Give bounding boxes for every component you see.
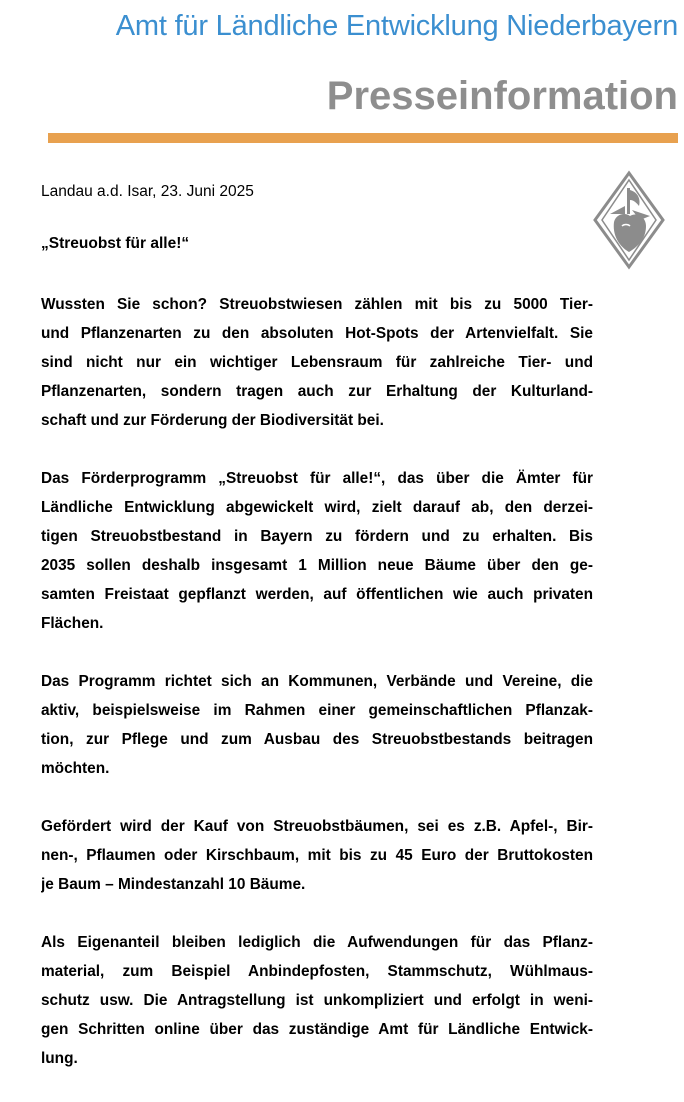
text-line: lung.: [41, 1050, 78, 1067]
text-line: Als Eigenanteil bleiben lediglich die Aufwendungen für das Pflanz-: [41, 934, 593, 951]
press-release-title: Presseinformation: [326, 74, 678, 118]
text-line: Wussten Sie schon? Streuobstwiesen zählen mit bis zu 5000 Tier-: [41, 296, 593, 313]
text-line: 2035 sollen deshalb insgesamt 1 Million neue Bäume über den ge-: [41, 557, 593, 574]
text-line: Flächen.: [41, 615, 104, 632]
text-line: Gefördert wird der Kauf von Streuobstbäumen, sei es z.B. Apfel-, Bir-: [41, 818, 593, 835]
organization-title: Amt für Ländliche Entwicklung Niederbayern: [115, 10, 678, 42]
text-line: Ländliche Entwicklung abgewickelt wird, zielt darauf ab, den derzei-: [41, 499, 593, 516]
text-line: Das Programm richtet sich an Kommunen, Verbände und Vereine, die: [41, 673, 593, 690]
paragraph: [41, 290, 593, 435]
ale-diamond-logo-icon: [592, 170, 666, 270]
text-line: samten Freistaat gepflanzt werden, auf öffentlichen wie auch privaten: [41, 586, 593, 603]
text-line: Das Förderprogramm „Streuobst für alle!“, das über die Ämter für: [41, 470, 593, 487]
paragraph: [41, 928, 593, 1073]
paragraph: [41, 812, 593, 899]
text-line: aktiv, beispielsweise im Rahmen einer gemeinschaftlichen Pflanzak-: [41, 702, 593, 719]
text-line: gen Schritten online über das zuständige Amt für Ländliche Entwick-: [41, 1021, 593, 1038]
body-text: [41, 290, 593, 1102]
text-line: möchten.: [41, 760, 110, 777]
text-line: Pflanzenarten, sondern tragen auch zur Erhaltung der Kulturland-: [41, 383, 593, 400]
dateline: Landau a.d. Isar, 23. Juni 2025: [41, 183, 254, 200]
text-line: schutz usw. Die Antragstellung ist unkompliziert und erfolgt in weni-: [41, 992, 593, 1009]
headline: „Streuobst für alle!“: [41, 235, 190, 252]
text-line: tion, zur Pflege und zum Ausbau des Streuobstbestands beitragen: [41, 731, 593, 748]
text-line: material, zum Beispiel Anbindepfosten, Stammschutz, Wühlmaus-: [41, 963, 593, 980]
paragraph: [41, 667, 593, 783]
text-line: schaft und zur Förderung der Biodiversität bei.: [41, 412, 384, 429]
text-line: tigen Streuobstbestand in Bayern zu fördern und zu erhalten. Bis: [41, 528, 593, 545]
text-line: nen-, Pflaumen oder Kirschbaum, mit bis zu 45 Euro der Bruttokosten: [41, 847, 593, 864]
text-line: sind nicht nur ein wichtiger Lebensraum für zahlreiche Tier- und: [41, 354, 593, 371]
paragraph: [41, 464, 593, 638]
header-rule: [48, 133, 678, 143]
text-line: und Pflanzenarten zu den absoluten Hot-Spots der Artenvielfalt. Sie: [41, 325, 593, 342]
text-line: je Baum – Mindestanzahl 10 Bäume.: [41, 876, 306, 893]
